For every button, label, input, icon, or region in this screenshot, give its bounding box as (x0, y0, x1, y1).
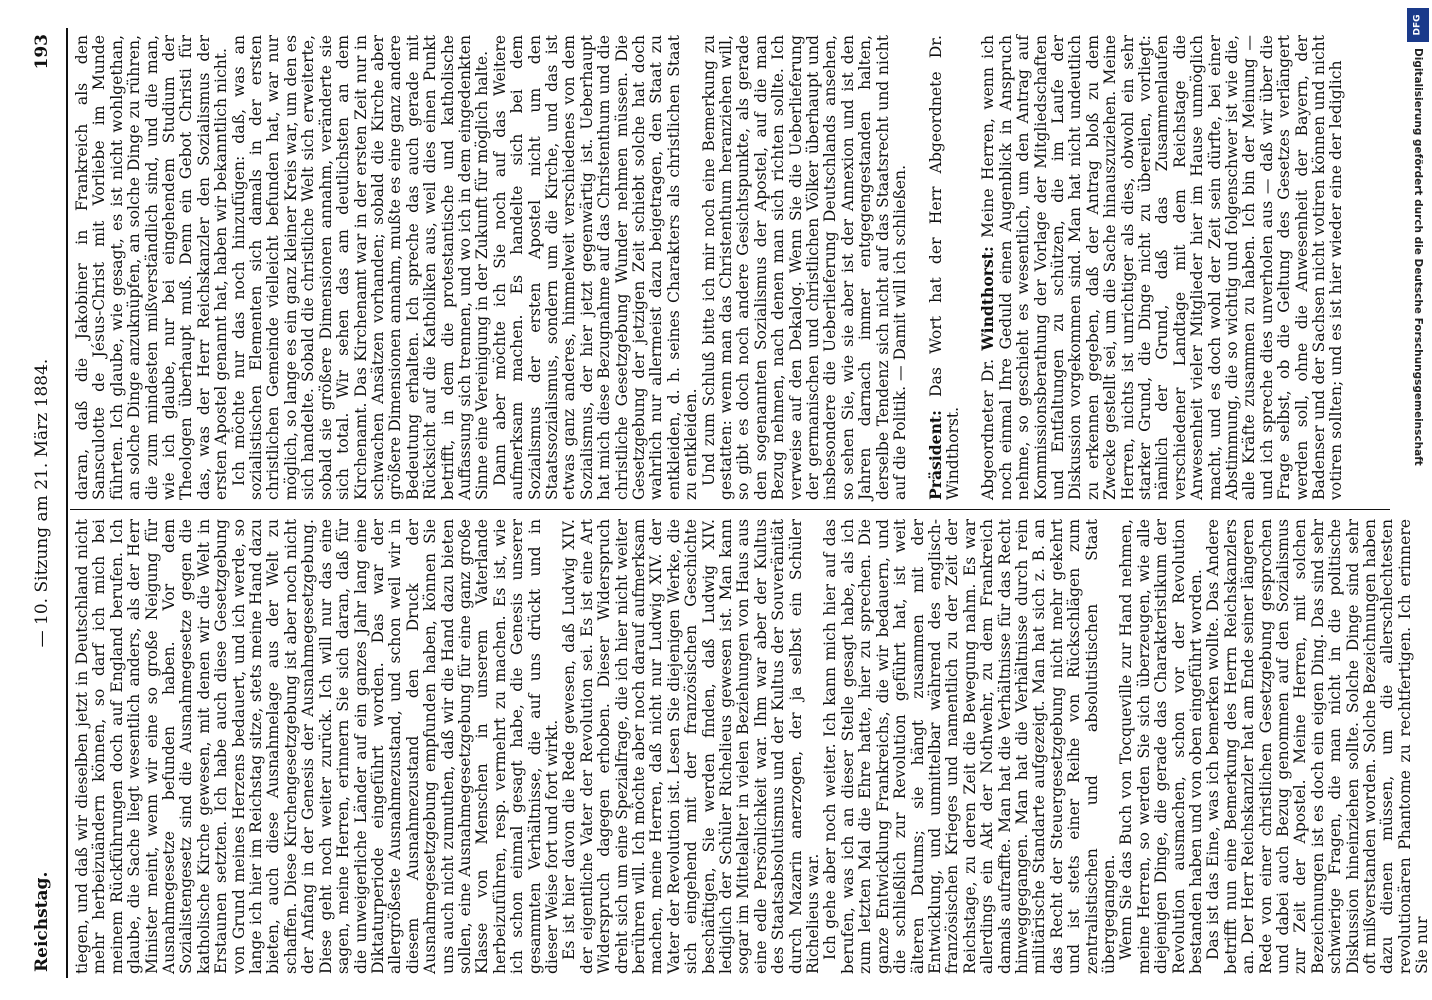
digitization-sidebar (1406, 8, 1430, 1000)
left-column (73, 519, 1432, 974)
header-publication: Reichstag. (32, 871, 52, 972)
speaker-paragraph: Präsident: Das Wort hat der Herr Abgeordnete Dr. Windthorst. (925, 35, 962, 500)
right-column (74, 35, 1394, 500)
paragraph: Wenn Sie das Buch von Tocqueville zur Hand nehmen, meine Herren, so werden Sie sich überzeugen, wie alle diejenigen Dinge, die gerade das Charakteristikum der Revolution ausmachen, schon vor der Revolution bestanden haben und von oben eingeführt worden. (1117, 519, 1205, 974)
spacer (962, 35, 979, 500)
column-divider (70, 509, 1390, 510)
page-header (32, 28, 62, 978)
paragraph: Und zum Schluß bitte ich mir noch eine Bemerkung zu gestatten: wenn man das Christenthum heranziehen will, so gibt es doch noch andere Gesichtspunkte, als gerade den sogenannten Sozialismus der Apostel, auf die man Bezug nehmen, nach denen man sich richten sollte. Ich verweise auf den Dekalog. Wenn Sie die Ueberlieferung der germanischen und christlichen Völker überhaupt und insbesondere die Ueberlieferung Deutschlands ansehen, so sehen Sie, wie sie aber ist der Annexion und ist den Jahren darnach immer entgegengestanden halten, derselbe Tendenz sich nicht auf das Staatsrecht und nicht auf die Politik. — Damit will ich schließen. (699, 35, 910, 500)
digitization-credit (1406, 48, 1430, 998)
paragraph: Dann aber möchte ich Sie noch auf das Weitere aufmerksam machen. Es handelte sich bei dem Sozialismus der ersten Apostel nicht um den Staatssozialismus, sondern um die Kirche, und das ist etwas ganz anderes, himmelweit verschiedenes von dem Sozialismus, der hier jetzt gegenwärtig ist. Ueberhaupt hat mich diese Bezugnahme auf das Christenthum und die christliche Gesetzgebung Wunder nehmen müssen. Die Gesetzgebung der jetzigen Zeit schiebt solche hat doch wahrlich nur allermeist dazu beigetragen, den Staat zu entkleiden, d. h. seines Charakters als christlichen Staat zu entkleiden. (490, 35, 701, 500)
digitization-credit-text: Digitalisierung gefördert durch die Deutsche Forschungsgemeinschaft (1412, 48, 1424, 466)
paragraph: Das ist das Eine, was ich bemerken wollte. Das Andere betrifft nun eine Bemerkung des Herrn Reichskanzlers an. Der Herr Reichskanzler hat am Ende seiner längeren Rede von einer christlichen Gesetzgebung gesprochen und dabei auch Bezug genommen auf den Sozialismus zur Zeit der Apostel. Meine Herren, mit solchen Bezeichnungen ist es doch ein eigen Ding. Das sind sehr schwierige Fragen, die man nicht in die politische Diskussion hineinziehen sollte. Solche Dinge sind sehr oft mißverstanden worden. Solche Bezeichnungen haben dazu dienen müssen, um die allerschlechtesten revolutionären Phantome zu rechtfertigen. Ich erinnere Sie nur (1204, 519, 1432, 974)
paragraph: Ich gehe aber noch weiter. Ich kann mich hier auf das berufen, was ich an dieser Stelle gesagt habe, als ich zum letzten Mal die Ehre hatte, hier zu sprechen. Die ganze Entwicklung Frankreichs, die wir bedauern, und die schließlich zur Revolution geführt hat, ist weit älteren Datums; sie hängt zusammen mit der Entwicklung, und unmittelbar während des englisch-französischen Krieges und namentlich zu der Zeit der Reichstage, zu deren Zeit die Bewegung nahm. Es war allerdings ein Akt der Nothwehr, zu dem Frankreich damals aufraffte. Man hat die Verhältnisse für das Recht hinweggegangen. Man hat die Verhältnisse durch rein militärische Standarte aufgezeigt. Man hat sich z. B. an das Recht der Steuergesetzgebung nicht mehr gekehrt und ist stets einer Reihe von Rückschlägen zum zentralistischen und absolutistischen Staat übergegangen. (821, 519, 1118, 974)
dfg-logo-icon (1407, 8, 1429, 42)
dfg-logo-label: DFG (1412, 14, 1423, 36)
paragraph: daran, daß die Jakobiner in Frankreich als den Sansculotte de Jésus-Christ mit Vorliebe im Munde führten. Ich glaube, wie gesagt, es ist nicht wohlgethan, an solche Dinge anzuknüpfen, an solche Dinge zu rühren, die zum mindesten mißverständlich sind, und die man, wie ich glaube, nur bei eingehendem Studium der Theologen überhaupt muß. Denn ein Gebot Christi für das, was der Herr Reichskanzler den Sozialismus der ersten Apostel genannt hat, haben wir bekanntlich nicht. (73, 35, 231, 500)
header-page-number: 193 (32, 34, 52, 70)
spacer (910, 35, 927, 500)
header-session-date: — 10. Sitzung am 21. März 1884. (32, 358, 52, 648)
paragraph: tiegen, und daß wir dieselben jetzt in Deutschland nicht mehr herbeizuändern können, so darf ich mich bei meinem Rückführungen doch auf England berufen. Ich glaube, die Sache liegt wesentlich anders, als der Herr Minister meint, wenn wir eine so große Neigung für Ausnahmegesetze befunden haben. Vor dem Sozialistengesetz sind die Ausnahmegesetze gegen die katholische Kirche gewesen, mit denen wir die Welt in Erstaunen setzten. Ich habe auch diese Gesetzgebung von Grund meines Herzens bedauert, und ich werde, so lange ich hier im Reichstag sitze, stets meine Hand dazu bieten, auch diese Ausnahmelage aus der Welt zu schaffen. Diese Kirchengesetzgebung ist aber noch nicht der Anfang in der Genesis der Ausnahmegesetzgebung. Diese geht noch weiter zurück. Ich will nur das eine sagen, meine Herren, erinnern Sie sich daran, daß für die unweigerliche Länder auf ein ganzes Jahr lang eine Diktaturperiode eingeführt worden. Das war der allergrößeste Ausnahmezustand, und schon weil wir in diesem Ausnahmezustand den Druck der Ausnahmegesetzgebung empfunden haben, können Sie uns auch nicht zumuthen, daß wir die Hand dazu bieten sollen, eine Ausnahmegesetzgebung für eine ganz große Klasse von Menschen in unserem Vaterlande herbeizuführen, resp. vermehrt zu machen. Es ist, wie ich schon einmal gesagt habe, die Genesis unserer gesammten Verhältnisse, die auf uns drückt und in dieser Weise fort und fort wirkt. (73, 519, 561, 974)
speaker-paragraph: Abgeordneter Dr. Windthorst: Meine Herren, wenn ich noch einmal Ihre Geduld einen Augenblick in Anspruch nehme, so geschieht es wesentlich, um den Antrag auf Kommissionsberathung der Vorlage der Mitgliedschaften und Entfaltungen zu schützen, die im Laufe der Diskussion vorgekommen sind. Man hat nicht undeutlich zu erkennen gegeben, daß der Antrag bloß zu dem Zwecke gestellt sei, um die Sache hinauszuziehen. Meine Herren, nichts ist unrichtiger als dies, obwohl ein sehr starker Grund, die Dinge nicht zu übereilen, vorliegt: nämlich der Grund, daß das Zusammenlaufen verschiedener Landtage mit dem Reichstage die Anwesenheit vieler Mitglieder hier im Hause unmöglich macht, und es doch wohl der Zeit sein dürfte, bei einer Abstimmung, die so wichtig und folgenschwer ist wie die, alle Kräfte zusammen zu haben. Ich bin der Meinung — und ich spreche dies unverholen aus — daß wir über die Frage selbst, ob die Geltung des Gesetzes verlängert werden soll, ohne die Anwesenheit der Bayern, der Badenser und der Sachsen nicht votiren können und nicht votiren sollten; und es ist hier wieder eine der lediglich (978, 35, 1346, 500)
paragraph: Es ist hier davon die Rede gewesen, daß Ludwig XIV. der eigentliche Vater der Revolution sei. Es ist eine Art Widerspruch dagegen erhoben. Dieser Widerspruch dreht sich um eine Spezialfrage, die ich hier nicht weiter berühren will. Ich möchte aber noch darauf aufmerksam machen, meine Herren, daß nicht nur Ludwig XIV. der Vater der Revolution ist. Lesen Sie diejenigen Werke, die sich eingehend mit der französischen Geschichte beschäftigen, Sie werden finden, daß Ludwig XIV. lediglich der Schüler Richelieus gewesen ist. Man kann sogar im Mittelalter in vielen Beziehungen von Haus aus eine edle Persönlichkeit war. Ihm war aber der Kultus des Staatsabsolutismus und der Kultus der Souveränität durch Mazarin anerzogen, der ja selbst ein Schüler Richelieus war. (560, 519, 823, 974)
header-rule (66, 28, 68, 978)
paragraph: Ich möchte nur das noch hinzufügen: daß, was an sozialistischen Elementen sich damals in der ersten christlichen Gemeinde vielleicht befunden hat, war nur möglich, so lange es ein ganz kleiner Kreis war, um den es sich handelte. Sobald die christliche Welt sich erweiterte, sobald sie größere Dimensionen annahm, veränderte sie sich total. Wir sehen das am deutlichsten an dem Kirchenamt. Das Kirchenamt war in der ersten Zeit nur in schwachen Ansätzen vorhanden; sobald die Kirche aber größere Dimensionen annahm, mußte es eine ganz andere Bedeutung erhalten. Ich spreche das auch gerade mit Rücksicht auf die Katholiken aus, weil dies einen Punkt betrifft, in dem die protestantische und katholische Auffassung sich trennen, und wo ich in dem eingedenkten Sinne eine Vereinigung in der Zukunft für möglich halte. (229, 35, 492, 500)
